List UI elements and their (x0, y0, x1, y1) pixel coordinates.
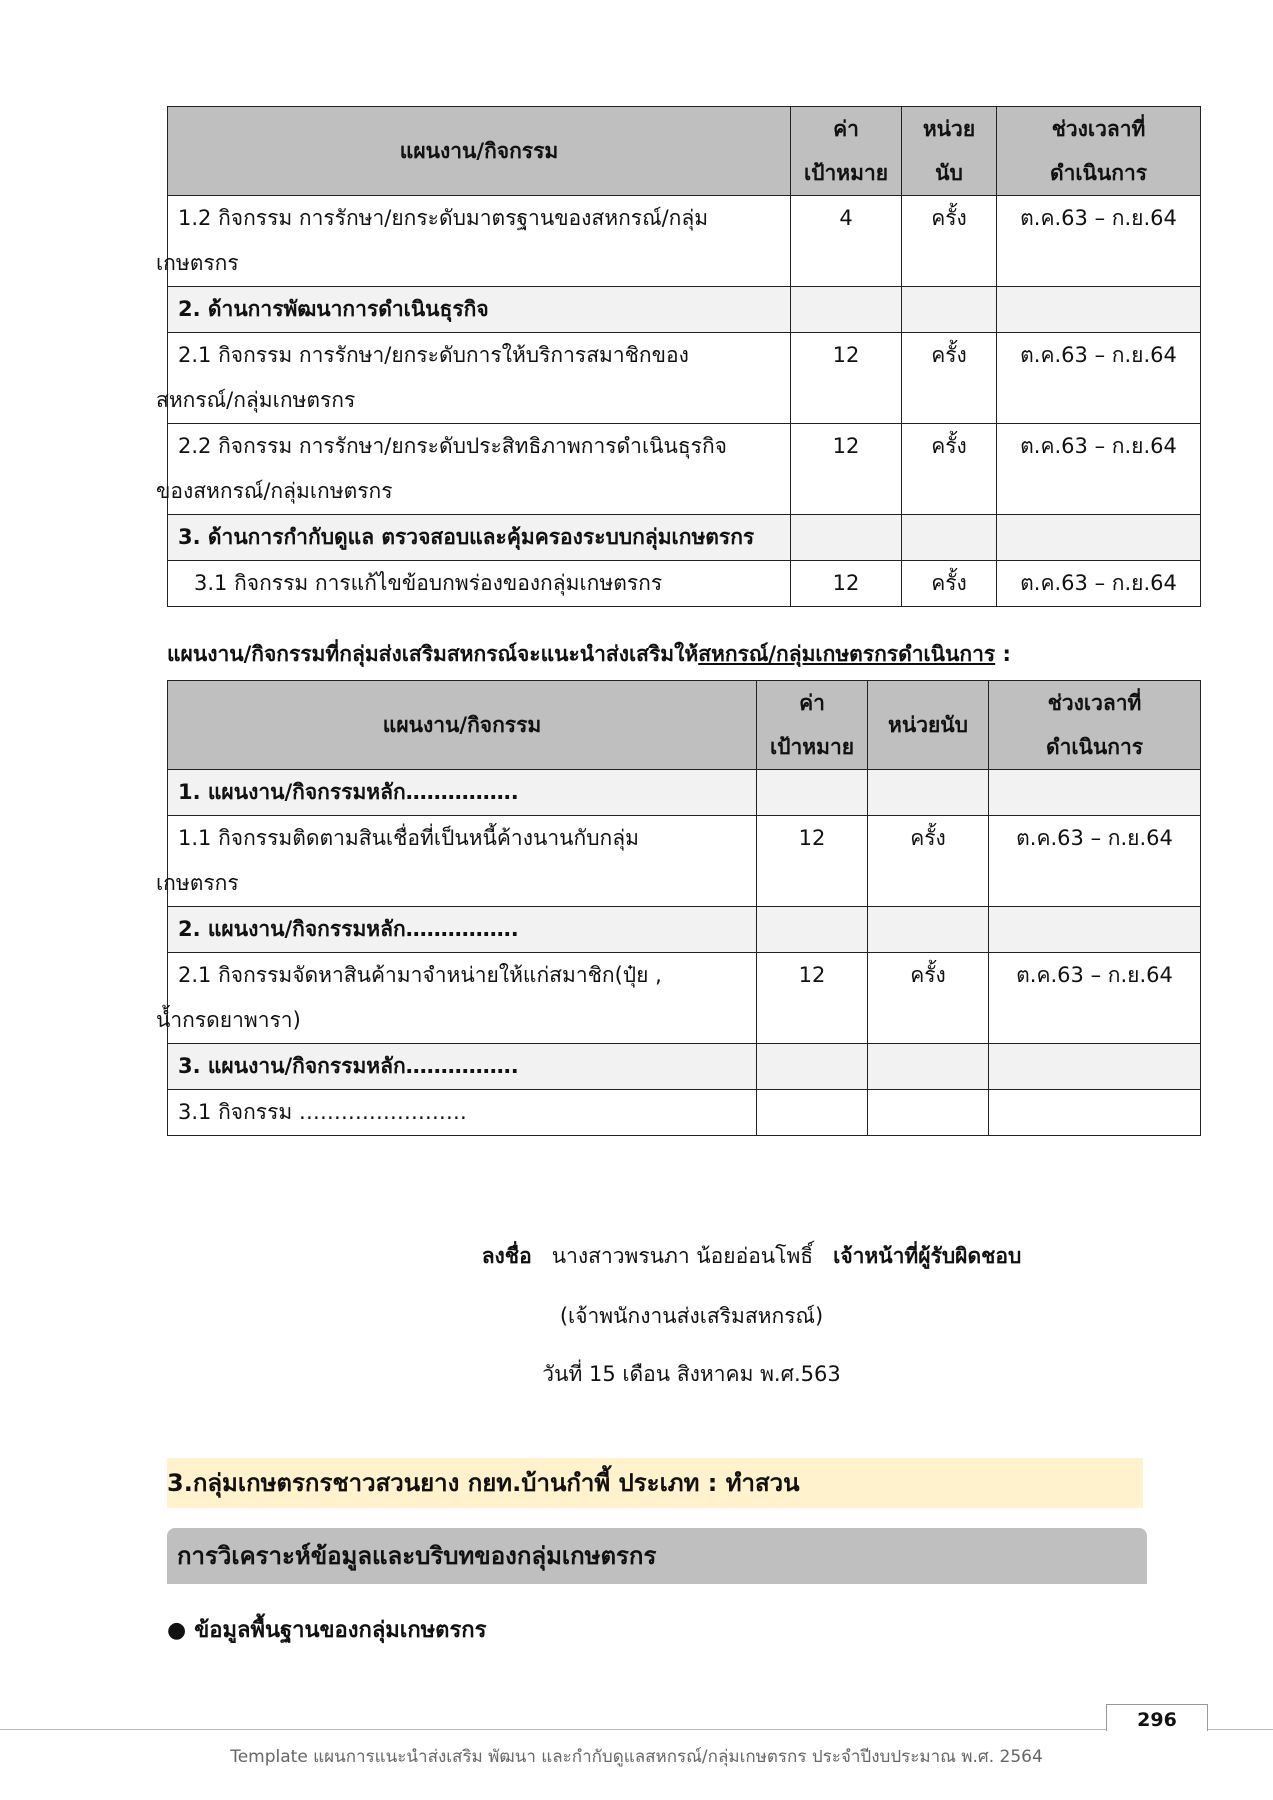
table-row (168, 424, 1201, 515)
section-row (168, 907, 1201, 953)
signer-position: (เจ้าพนักงานส่งเสริมสหกรณ์) (559, 1304, 824, 1328)
period-cell: ต.ค.63 – ก.ย.64 (997, 333, 1201, 424)
table-row (168, 816, 1201, 907)
unit-cell: ครั้ง (868, 953, 989, 1044)
table-row (168, 1090, 1201, 1136)
section-title: 2. แผนงาน/กิจกรรมหลัก……………. (168, 907, 757, 953)
target-cell: 12 (791, 561, 902, 607)
section-row (168, 1044, 1201, 1090)
table-row (168, 196, 1201, 287)
header-period: ช่วงเวลาที่ ดำเนินการ (997, 107, 1201, 196)
unit-cell: ครั้ง (868, 816, 989, 907)
activity-cell: 1.2 กิจกรรม การรักษา/ยกระดับมาตรฐานของสหกรณ์/กลุ่ม เกษตรกร (168, 196, 791, 287)
signer-name: นางสาวพรนภา น้อยอ่อนโพธิ์ (551, 1244, 814, 1268)
target-cell: 12 (757, 953, 868, 1044)
plan-table-2 (156, 680, 1201, 1136)
period-cell: ต.ค.63 – ก.ย.64 (989, 816, 1201, 907)
header-activity: แผนงาน/กิจกรรม (168, 681, 757, 770)
table-header-row (168, 681, 1201, 770)
activity-cell: 1.1 กิจกรรมติดตามสินเชื่อที่เป็นหนี้ค้างนานกับกลุ่ม เกษตรกร (168, 816, 757, 907)
unit-cell: ครั้ง (902, 196, 997, 287)
table-row (168, 333, 1201, 424)
activity-cell: 2.1 กิจกรรมจัดหาสินค้ามาจำหน่ายให้แก่สมาชิก(ปุ๋ย , น้ำกรดยาพารา) (168, 953, 757, 1044)
period-cell: ต.ค.63 – ก.ย.64 (997, 424, 1201, 515)
period-cell: ต.ค.63 – ก.ย.64 (997, 561, 1201, 607)
plan-table-1 (156, 106, 1201, 607)
header-target: ค่า เป้าหมาย (791, 107, 902, 196)
unit-cell: ครั้ง (902, 424, 997, 515)
header-period: ช่วงเวลาที่ ดำเนินการ (989, 681, 1201, 770)
activity-cell: 3.1 กิจกรรม …………………… (168, 1090, 757, 1136)
table-2-title: แผนงาน/กิจกรรมที่กลุ่มส่งเสริมสหกรณ์จะแนะนำส่งเสริมให้สหกรณ์/กลุ่มเกษตรกรดำเนินการ : (167, 642, 1011, 666)
header-unit: หน่วย นับ (902, 107, 997, 196)
table-row (168, 561, 1201, 607)
unit-cell: ครั้ง (902, 333, 997, 424)
target-cell: 12 (791, 424, 902, 515)
bullet-item: ● ข้อมูลพื้นฐานของกลุ่มเกษตรกร (167, 1618, 487, 1643)
footer-divider (0, 1729, 1273, 1730)
activity-cell: 2.1 กิจกรรม การรักษา/ยกระดับการให้บริการสมาชิกของ สหกรณ์/กลุ่มเกษตรกร (168, 333, 791, 424)
activity-cell: 3.1 กิจกรรม การแก้ไขข้อบกพร่องของกลุ่มเกษตรกร (168, 561, 791, 607)
section-title: 2. ด้านการพัฒนาการดำเนินธุรกิจ (168, 287, 791, 333)
section-row (168, 515, 1201, 561)
header-activity: แผนงาน/กิจกรรม (168, 107, 791, 196)
page-number: 296 (1106, 1704, 1208, 1731)
section-title: 3. ด้านการกำกับดูแล ตรวจสอบและคุ้มครองระบบกลุ่มเกษตรกร (168, 515, 791, 561)
period-cell: ต.ค.63 – ก.ย.64 (989, 953, 1201, 1044)
table-row (168, 953, 1201, 1044)
signature-line: ลงชื่อ นางสาวพรนภา น้อยอ่อนโพธิ์ เจ้าหน้าที่ผู้รับผิดชอบ (481, 1244, 1022, 1268)
unit-cell: ครั้ง (902, 561, 997, 607)
period-cell: ต.ค.63 – ก.ย.64 (997, 196, 1201, 287)
footer-text: Template แผนการแนะนำส่งเสริม พัฒนา และกำกับดูแลสหกรณ์/กลุ่มเกษตรกร ประจำปีงบประมาณ พ.ศ. 2564 (230, 1747, 1043, 1767)
signer-role: เจ้าหน้าที่ผู้รับผิดชอบ (833, 1244, 1022, 1268)
target-cell: 4 (791, 196, 902, 287)
section-row (168, 287, 1201, 333)
bullet-icon: ● (167, 1618, 187, 1643)
section-heading: 3.กลุ่มเกษตรกรชาวสวนยาง กยท.บ้านกำพี้ ประเภท : ทำสวน (167, 1458, 1143, 1508)
activity-cell: 2.2 กิจกรรม การรักษา/ยกระดับประสิทธิภาพการดำเนินธุรกิจ ของสหกรณ์/กลุ่มเกษตรกร (168, 424, 791, 515)
table-header-row (168, 107, 1201, 196)
section-subheading: การวิเคราะห์ข้อมูลและบริบทของกลุ่มเกษตรกร (167, 1528, 1147, 1584)
section-title: 1. แผนงาน/กิจกรรมหลัก……………. (168, 770, 757, 816)
section-title: 3. แผนงาน/กิจกรรมหลัก……………. (168, 1044, 757, 1090)
section-row (168, 770, 1201, 816)
header-unit: หน่วยนับ (868, 681, 989, 770)
header-target: ค่า เป้าหมาย (757, 681, 868, 770)
target-cell: 12 (791, 333, 902, 424)
target-cell: 12 (757, 816, 868, 907)
signature-date: วันที่ 15 เดือน สิงหาคม พ.ศ.563 (542, 1362, 841, 1386)
